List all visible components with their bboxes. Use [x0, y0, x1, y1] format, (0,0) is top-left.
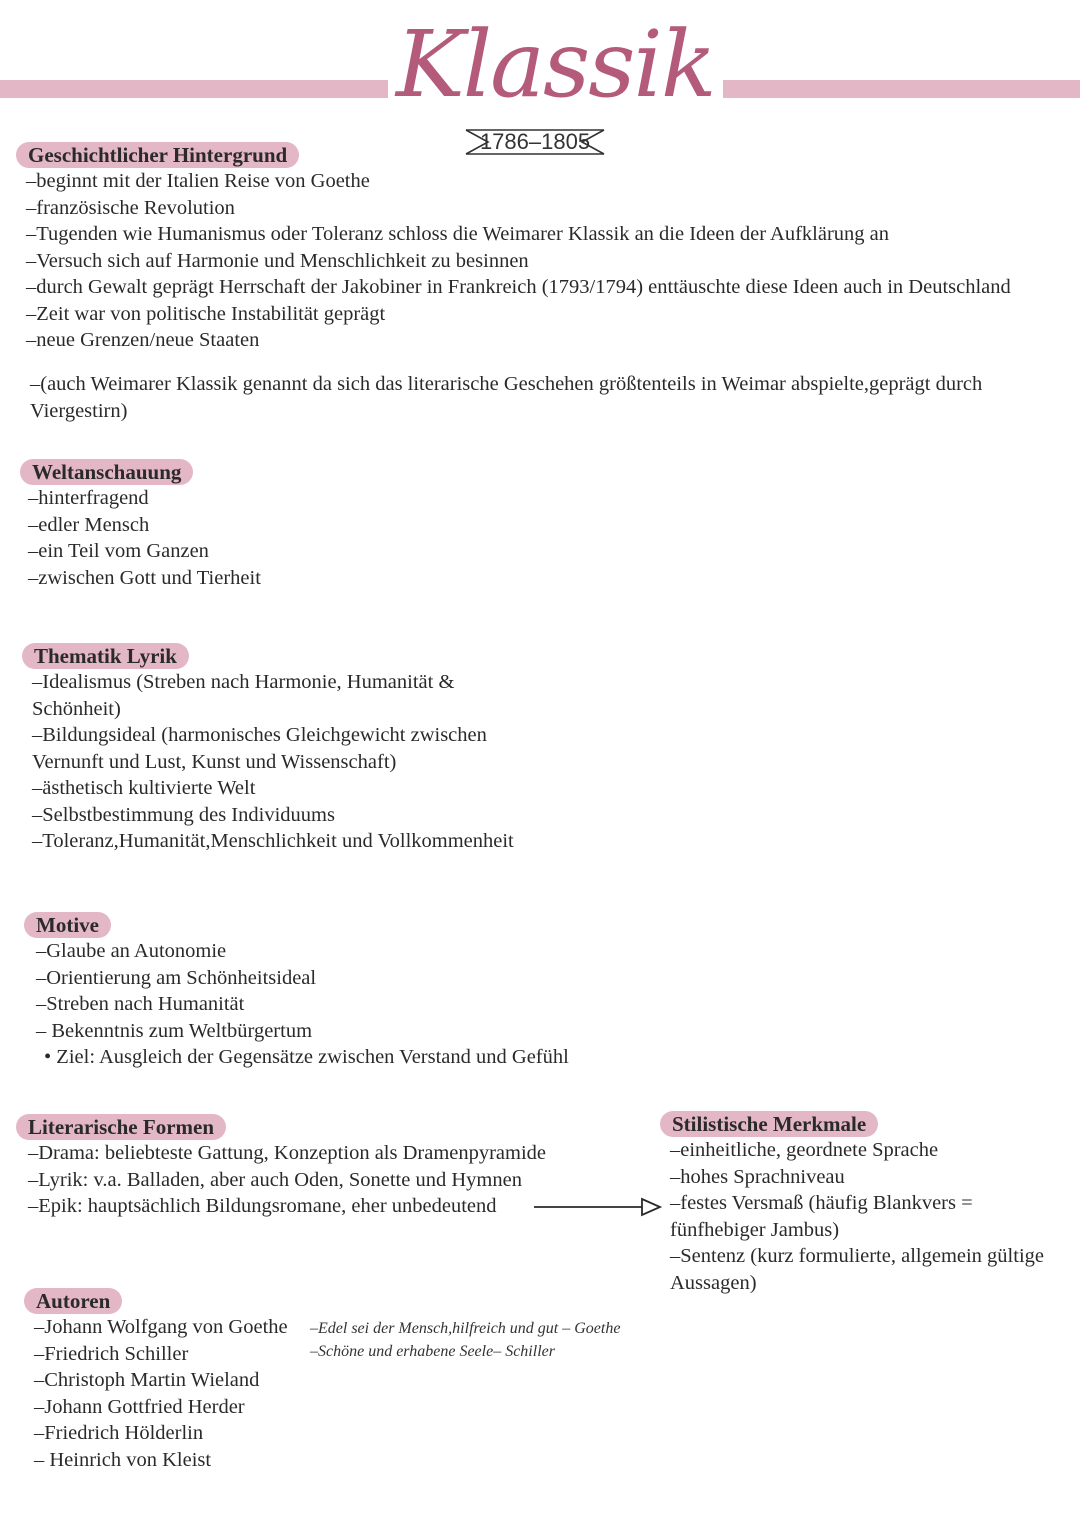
list-item: –Bildungsideal (harmonisches Gleichgewicht zwischen Vernunft und Lust, Kunst und Wissenschaft)	[32, 724, 487, 773]
list-item: –hinterfragend	[28, 487, 149, 509]
section-motive	[24, 912, 569, 1071]
list-item: –beginnt mit der Italien Reise von Goethe	[26, 170, 370, 192]
section-autoren	[24, 1288, 288, 1473]
list-item: – Bekenntnis zum Weltbürgertum	[36, 1019, 313, 1042]
list-item: –durch Gewalt geprägt Herrschaft der Jakobiner in Frankreich (1793/1794) enttäuschte diese Ideen auch in Deutschland	[26, 276, 1011, 298]
arrow-right-icon	[530, 1196, 666, 1218]
list-item: –Sentenz (kurz formulierte, allgemein gültige Aussagen)	[670, 1245, 1044, 1294]
section-formen	[16, 1114, 546, 1220]
list-item: –neue Grenzen/neue Staaten	[26, 329, 260, 351]
list-item: –Epik: hauptsächlich Bildungsromane, eher unbedeutend	[28, 1195, 497, 1217]
heading-weltanschauung: Weltanschauung	[20, 459, 193, 485]
list-item: –einheitliche, geordnete Sprache	[670, 1139, 939, 1161]
quote-goethe: –Edel sei der Mensch,hilfreich und gut – Goethe	[310, 1320, 621, 1337]
list-item: –Idealismus (Streben nach Harmonie, Humanität & Schönheit)	[32, 671, 455, 720]
section-weltanschauung	[20, 459, 261, 591]
author-quotes	[310, 1317, 620, 1363]
list-item: –Johann Gottfried Herder	[34, 1395, 245, 1418]
list-item: –hohes Sprachniveau	[670, 1165, 845, 1188]
heading-merkmale: Stilistische Merkmale	[660, 1111, 878, 1137]
list-item: –Versuch sich auf Harmonie und Menschlichkeit zu besinnen	[26, 249, 529, 272]
weimar-note: –(auch Weimarer Klassik genannt da sich das literarische Geschehen größtenteils in Weimar abspielte,geprägt durch Viergestirn)	[30, 373, 983, 422]
list-item: –Friedrich Schiller	[34, 1342, 189, 1365]
list-item: –ein Teil vom Ganzen	[28, 540, 209, 562]
list-item: –ästhetisch kultivierte Welt	[32, 777, 256, 799]
list-item: –festes Versmaß (häufig Blankvers = fünfhebiger Jambus)	[670, 1192, 973, 1241]
heading-autoren: Autoren	[24, 1288, 122, 1314]
heading-motive: Motive	[24, 912, 111, 938]
list-item: –Christoph Martin Wieland	[34, 1369, 260, 1391]
list-item: –Toleranz,Humanität,Menschlichkeit und Vollkommenheit	[32, 830, 514, 852]
list-item: –Johann Wolfgang von Goethe	[34, 1316, 288, 1338]
list-item: –Friedrich Hölderlin	[34, 1422, 204, 1444]
list-item: –Drama: beliebteste Gattung, Konzeption als Dramenpyramide	[28, 1142, 547, 1164]
list-item: –französische Revolution	[26, 196, 235, 219]
quote-schiller: –Schöne und erhabene Seele– Schiller	[310, 1343, 555, 1360]
list-item: –Streben nach Humanität	[36, 993, 245, 1015]
list-item: –Tugenden wie Humanismus oder Toleranz schloss die Weimarer Klassik an die Ideen der Aufklärung an	[26, 223, 890, 245]
section-hintergrund	[16, 142, 1011, 354]
list-item: –Glaube an Autonomie	[36, 940, 227, 962]
list-item: –Zeit war von politische Instabilität geprägt	[26, 302, 386, 325]
list-item: –Lyrik: v.a. Balladen, aber auch Oden, Sonette und Hymnen	[28, 1168, 522, 1191]
list-item: –edler Mensch	[28, 513, 150, 536]
heading-hintergrund: Geschichtlicher Hintergrund	[16, 142, 299, 168]
list-item: –zwischen Gott und Tierheit	[28, 566, 261, 589]
motive-goal: • Ziel: Ausgleich der Gegensätze zwischen Verstand und Gefühl	[44, 1046, 569, 1068]
list-item: –Selbstbestimmung des Individuums	[32, 803, 335, 826]
section-thematik	[22, 643, 514, 855]
heading-formen: Literarische Formen	[16, 1114, 226, 1140]
list-item: –Orientierung am Schönheitsideal	[36, 966, 317, 989]
heading-thematik: Thematik Lyrik	[22, 643, 189, 669]
list-item: – Heinrich von Kleist	[34, 1448, 212, 1471]
page-title: Klassik	[388, 10, 723, 120]
section-merkmale	[660, 1111, 1065, 1296]
years-text: 1786–1805	[479, 129, 591, 154]
